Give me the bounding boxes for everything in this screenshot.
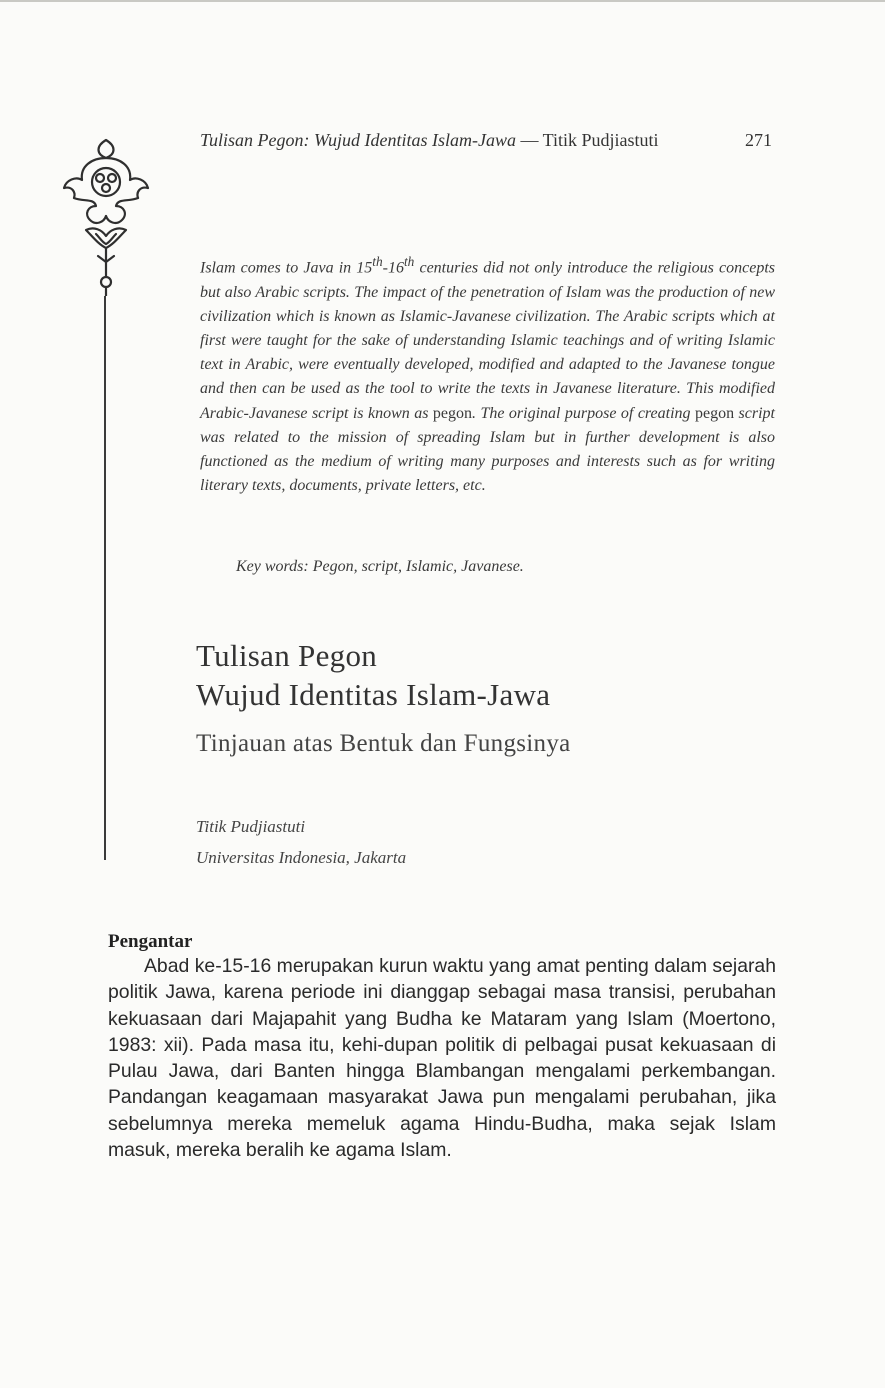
abstract-sup-2: th [403, 254, 415, 269]
running-head-title: Tulisan Pegon: Wujud Identitas Islam-Jawa [200, 130, 516, 150]
body-paragraph: Abad ke-15-16 merupakan kurun waktu yang amat penting dalam sejarah politik Jawa, karena periode ini dianggap sebagai masa transisi, perubahan kekuasaan dari Majapahit yang Budha ke Mataram yang Islam (Moertono, 1983: xii). Pada masa itu, kehi-dupan politik di pelbagai pusat kekuasaan di Pulau Jawa, dari Banten hingga Blambangan mengalami perkembangan. Pandangan keagamaan masyarakat Jawa pun mengalami perubahan, jika sebelumnya mereka memeluk agama Hindu-Budha, maka sejak Islam masuk, mereka beralih ke agama Islam. [108, 955, 776, 1162]
running-head [200, 130, 780, 151]
ornamental-vine-icon [56, 136, 156, 296]
abstract-text-3: script was related to the mission of spreading Islam but in further development is also functioned as the medium of writing many purposes and interests such as for writing literary texts, documents, private letters, etc. [200, 404, 776, 495]
article-title-line-2: Wujud Identitas Islam-Jawa [196, 677, 551, 712]
abstract-text-2: . The original purpose of creating [472, 404, 695, 422]
author-affiliation: Universitas Indonesia, Jakarta [196, 848, 407, 867]
abstract-term-pegon-1: pegon [432, 404, 472, 422]
article-subtitle: Tinjauan atas Bentuk dan Fungsinya [196, 730, 571, 757]
top-rule [0, 0, 885, 2]
page-number: 271 [745, 130, 772, 150]
author-name: Titik Pudjiastuti [196, 817, 306, 836]
article-title: Tulisan Pegon [196, 638, 378, 673]
abstract-sup-1: th [372, 254, 383, 269]
abstract-intro: Islam comes to Java in 15 [200, 259, 373, 277]
running-head-separator: — [515, 130, 543, 150]
abstract-term-pegon-2: pegon [695, 404, 735, 422]
section-heading: Pengantar [108, 931, 193, 952]
abstract-range: -16 [382, 259, 404, 277]
abstract [200, 250, 775, 498]
margin-rule [104, 296, 106, 860]
abstract-text-1: centuries did not only introduce the religious concepts but also Arabic scripts. The impact of the penetration of Islam was the production of new civilization which is known as Islamic-Javanese civilization. The Arabic scripts which at first were taught for the sake of understanding Islamic teachings and of writing Islamic text in Arabic, were eventually developed, modified and adapted to the Javanese tongue and then can be used as the tool to write the texts in Javanese literature. This modified Arabic-Javanese script is known as [200, 259, 775, 422]
running-head-author: Titik Pudjiastuti [542, 130, 659, 150]
keywords: Key words: Pegon, script, Islamic, Javanese. [236, 558, 524, 575]
